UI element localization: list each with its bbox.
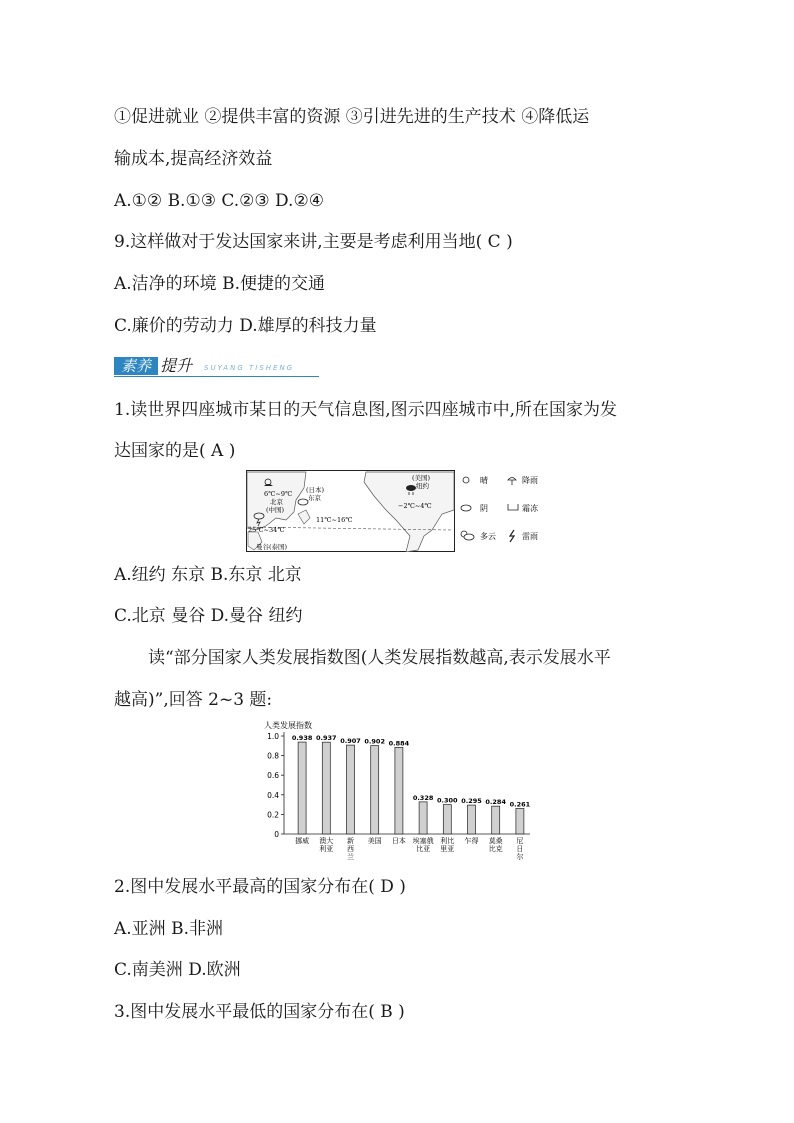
- bangkok-temp-label: 25℃~34℃: [248, 526, 285, 534]
- question-2-stem: 2.图中发展水平最高的国家分布在( D ): [114, 877, 406, 897]
- legend-overcast: 阴: [480, 504, 488, 513]
- bar-value-label-3: 0.902: [364, 737, 385, 746]
- x-category-label-1-0: 澳大: [319, 837, 334, 845]
- bar-value-label-8: 0.284: [485, 798, 506, 807]
- bar-value-label-7: 0.295: [461, 797, 482, 806]
- bar-3: [371, 746, 379, 834]
- section-box-label: 素养: [114, 357, 158, 375]
- newyork-country-label: (美国): [412, 474, 431, 482]
- sunny-icon: [463, 477, 469, 483]
- x-category-label-2-0: 新: [347, 837, 354, 845]
- bar-8: [492, 806, 500, 834]
- x-category-label-4-0: 日本: [391, 837, 406, 845]
- cloudy-icon: [461, 531, 474, 540]
- tokyo-label: 东京: [308, 494, 321, 502]
- question-9-stem: 9.这样做对于发达国家来讲,主要是考虑利用当地( C ): [114, 232, 513, 252]
- x-category-label-0-0: 挪威: [295, 837, 310, 845]
- x-category-label-2-1: 西: [347, 845, 354, 853]
- bar-value-label-5: 0.328: [412, 793, 434, 802]
- y-tick-label-0: 1.0: [267, 732, 279, 741]
- question-9-options-ab: A.洁净的环境 B.便捷的交通: [114, 274, 325, 294]
- bar-9: [516, 808, 524, 834]
- hdi-bar-chart: [262, 718, 534, 864]
- y-tick-label-2: 0.6: [267, 771, 279, 781]
- question-1-options-cd: C.北京 曼谷 D.曼谷 纽约: [114, 606, 303, 626]
- weather-map-figure: [246, 470, 556, 552]
- question-2-options-ab: A.亚洲 B.非洲: [114, 919, 223, 939]
- y-tick-label-1: 0.8: [267, 751, 279, 761]
- x-category-label-7-0: 乍得: [464, 837, 479, 845]
- x-category-label-6-0: 利比: [440, 837, 455, 845]
- options-line-1: ①促进就业 ②提供丰富的资源 ③引进先进的生产技术 ④降低运: [114, 107, 590, 127]
- legend-frost: 霜冻: [522, 504, 538, 513]
- bar-0: [298, 742, 306, 834]
- weather-legend: [461, 475, 539, 542]
- legend-thunderstorm: 雷雨: [522, 532, 538, 541]
- section-word-label: 提升: [160, 356, 193, 375]
- rain-icon: [508, 478, 516, 486]
- overcast-icon: [461, 505, 471, 511]
- x-category-label-5-1: 比亚: [416, 845, 431, 853]
- bangkok-label: 曼谷(泰国): [256, 543, 288, 551]
- bar-1: [322, 742, 330, 834]
- bar-value-label-6: 0.300: [437, 796, 458, 805]
- frost-icon: [508, 504, 518, 510]
- section-header-suyang-tisheng: [114, 357, 324, 379]
- bar-7: [468, 805, 476, 834]
- newyork-temp-label: −2℃~4℃: [398, 502, 432, 510]
- y-tick-label-3: 0.4: [267, 790, 279, 800]
- x-category-label-8-1: 比克: [488, 845, 503, 853]
- legend-rain: 降雨: [522, 476, 538, 485]
- question-3-stem: 3.图中发展水平最低的国家分布在( B ): [114, 1002, 405, 1022]
- bar-5: [419, 802, 427, 834]
- bar-value-label-0: 0.938: [291, 734, 313, 743]
- question-9-options-cd: C.廉价的劳动力 D.雄厚的科技力量: [114, 316, 377, 336]
- newyork-label: 纽约: [416, 482, 429, 490]
- options-line-2: 输成本,提高经济效益: [114, 149, 273, 169]
- x-category-label-3-0: 美国: [367, 837, 382, 845]
- x-category-label-6-1: 里亚: [440, 845, 455, 853]
- question-2-options-cd: C.南美洲 D.欧洲: [114, 960, 241, 980]
- y-tick-label-4: 0.2: [267, 810, 279, 820]
- intro-line-2: 越高)”,回答 2~3 题:: [114, 690, 273, 710]
- tokyo-country-label: (日本): [306, 486, 325, 494]
- bar-4: [395, 747, 403, 834]
- x-category-label-5-0: 埃塞俄: [412, 837, 434, 845]
- x-category-label-9-0: 尼: [516, 837, 524, 845]
- question-1-stem-line-2: 达国家的是( A ): [114, 441, 236, 461]
- question-1-options-ab: A.纽约 东京 B.东京 北京: [114, 565, 302, 585]
- intro-line-1: 读“部分国家人类发展指数图(人类发展指数越高,表示发展水平: [148, 648, 611, 668]
- tokyo-temp-label: 11℃~16℃: [316, 516, 353, 524]
- bar-value-label-2: 0.907: [340, 737, 361, 746]
- chart-y-axis-label: 人类发展指数: [264, 721, 312, 730]
- y-tick-label-5: 0: [274, 830, 279, 839]
- x-category-label-9-2: 尔: [516, 853, 524, 861]
- options-choices: A.①② B.①③ C.②③ D.②④: [114, 191, 324, 211]
- x-category-label-8-0: 莫桑: [488, 837, 503, 845]
- thunderstorm-icon: [510, 530, 514, 542]
- x-category-label-2-2: 兰: [347, 853, 354, 861]
- section-underline: [114, 376, 319, 377]
- bar-value-label-4: 0.884: [388, 739, 410, 748]
- beijing-temp-label: 6℃~9℃: [264, 490, 293, 498]
- section-subtitle: SUYANG TISHENG: [204, 364, 295, 372]
- bar-value-label-9: 0.261: [509, 800, 531, 809]
- question-1-stem-line-1: 1.读世界四座城市某日的天气信息图,图示四座城市中,所在国家为发: [114, 400, 618, 420]
- bar-6: [443, 805, 451, 834]
- x-category-label-9-1: 日: [516, 845, 524, 853]
- bar-2: [347, 745, 355, 834]
- legend-sunny: 晴: [480, 476, 488, 485]
- bar-value-label-1: 0.937: [316, 734, 337, 743]
- beijing-label: 北京: [270, 498, 283, 506]
- beijing-country-label: (中国): [266, 506, 285, 514]
- legend-cloudy: 多云: [480, 532, 496, 541]
- x-category-label-1-1: 利亚: [319, 845, 334, 853]
